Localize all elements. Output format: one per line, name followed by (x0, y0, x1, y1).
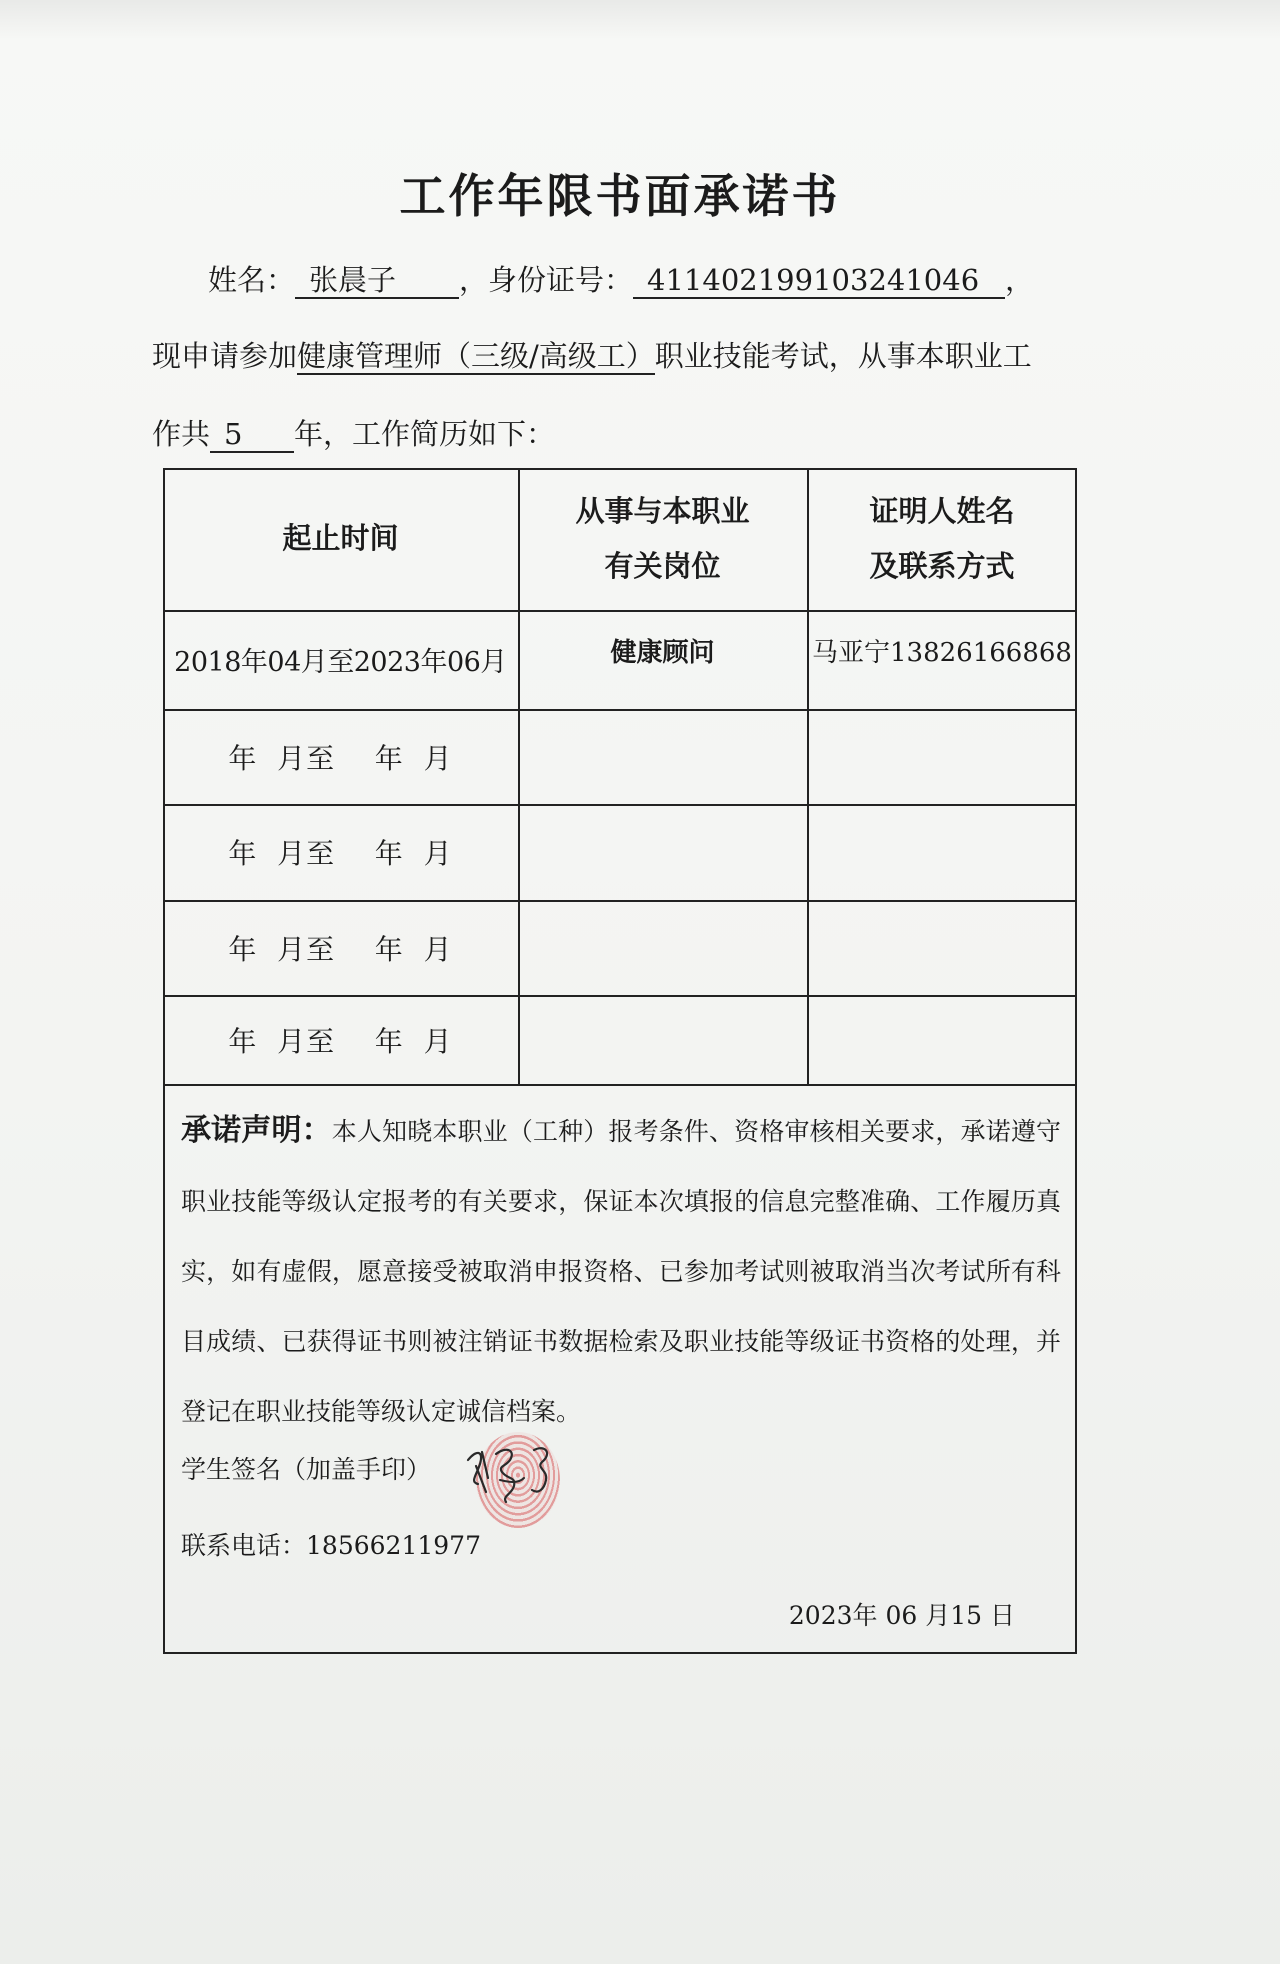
years-suffix: 年，工作简历如下： (294, 417, 556, 451)
phone-value: 18566211977 (306, 1531, 481, 1560)
row3-period (163, 804, 518, 900)
statement-prefix: 现申请参加 (152, 339, 298, 373)
header-position-line2: 有关岗位 (604, 549, 721, 583)
id-label: ，身份证号： (459, 263, 634, 297)
signing-date: 2023年 06 月15 日 (788, 1601, 1015, 1630)
month-to-label: 月至 (277, 837, 336, 870)
header-witness-line2: 及联系方式 (869, 549, 1015, 583)
header-period-text: 起止时间 (282, 521, 399, 556)
year-label: 年 (228, 741, 258, 775)
paper-shadow (0, 0, 1280, 40)
month-to-label: 月至 (277, 1024, 336, 1058)
row4-period (163, 900, 518, 995)
name-label: 姓名： (208, 263, 296, 297)
month-label: 月 (423, 741, 453, 775)
statement-suffix: 职业技能考试，从事本职业工 (654, 339, 1032, 373)
header-position-line1: 从事与本职业 (575, 493, 750, 528)
signature-row (181, 1450, 431, 1486)
month-label: 月 (423, 1024, 453, 1058)
signature-label: 学生签名（加盖手印） (181, 1455, 432, 1484)
year-label: 年 (374, 1024, 404, 1058)
row1-position: 健康顾问 (610, 637, 715, 668)
document-title: 工作年限书面承诺书 (399, 169, 841, 223)
row1-period: 2018年04月至2023年06月 (174, 647, 507, 678)
year-label: 年 (228, 1024, 258, 1058)
row1-witness: 马亚宁13826166868 (812, 637, 1072, 668)
work-history-table (163, 468, 1077, 1654)
year-label: 年 (374, 837, 404, 870)
occupation-value: 健康管理师（三级/高级工） (297, 339, 655, 373)
phone-label: 联系电话： (181, 1531, 307, 1560)
application-line (152, 334, 1032, 375)
id-value: 411402199103241046 (633, 264, 1005, 299)
handwritten-signature (462, 1432, 572, 1512)
applicant-line (208, 258, 1034, 299)
year-label: 年 (228, 837, 258, 870)
row2-period (163, 709, 518, 804)
declaration-paragraph (181, 1096, 1061, 1447)
row5-period (163, 995, 518, 1084)
years-prefix: 作共 (152, 417, 211, 451)
name-value: 张晨子 (295, 264, 459, 299)
years-value: 5 (210, 418, 294, 453)
phone-row (181, 1526, 481, 1562)
header-period (163, 468, 518, 610)
year-label: 年 (228, 932, 258, 966)
month-to-label: 月至 (277, 932, 336, 966)
trailing-comma: ， (1005, 263, 1035, 297)
years-line (152, 412, 555, 453)
declaration-text: 本人知晓本职业（工种）报考条件、资格审核相关要求，承诺遵守职业技能等级认定报考的有关要求，保证本次填报的信息完整准确、工作履历真实，如有虚假，愿意接受被取消申报资格、已参加考试则被取消当次考试所有科目成绩、已获得证书则被注销证书数据检索及职业技能等级证书资格的处理，并登记在职业技能等级认定诚信档案。 (181, 1117, 1061, 1426)
header-witness-line1: 证明人姓名 (869, 493, 1015, 528)
declaration-lead: 承诺声明： (181, 1113, 332, 1148)
header-position (518, 468, 807, 610)
month-to-label: 月至 (277, 741, 336, 775)
year-label: 年 (374, 741, 404, 775)
month-label: 月 (423, 932, 453, 966)
row-divider (163, 1084, 1077, 1086)
header-witness (807, 468, 1077, 610)
year-label: 年 (374, 932, 404, 966)
month-label: 月 (423, 837, 453, 870)
